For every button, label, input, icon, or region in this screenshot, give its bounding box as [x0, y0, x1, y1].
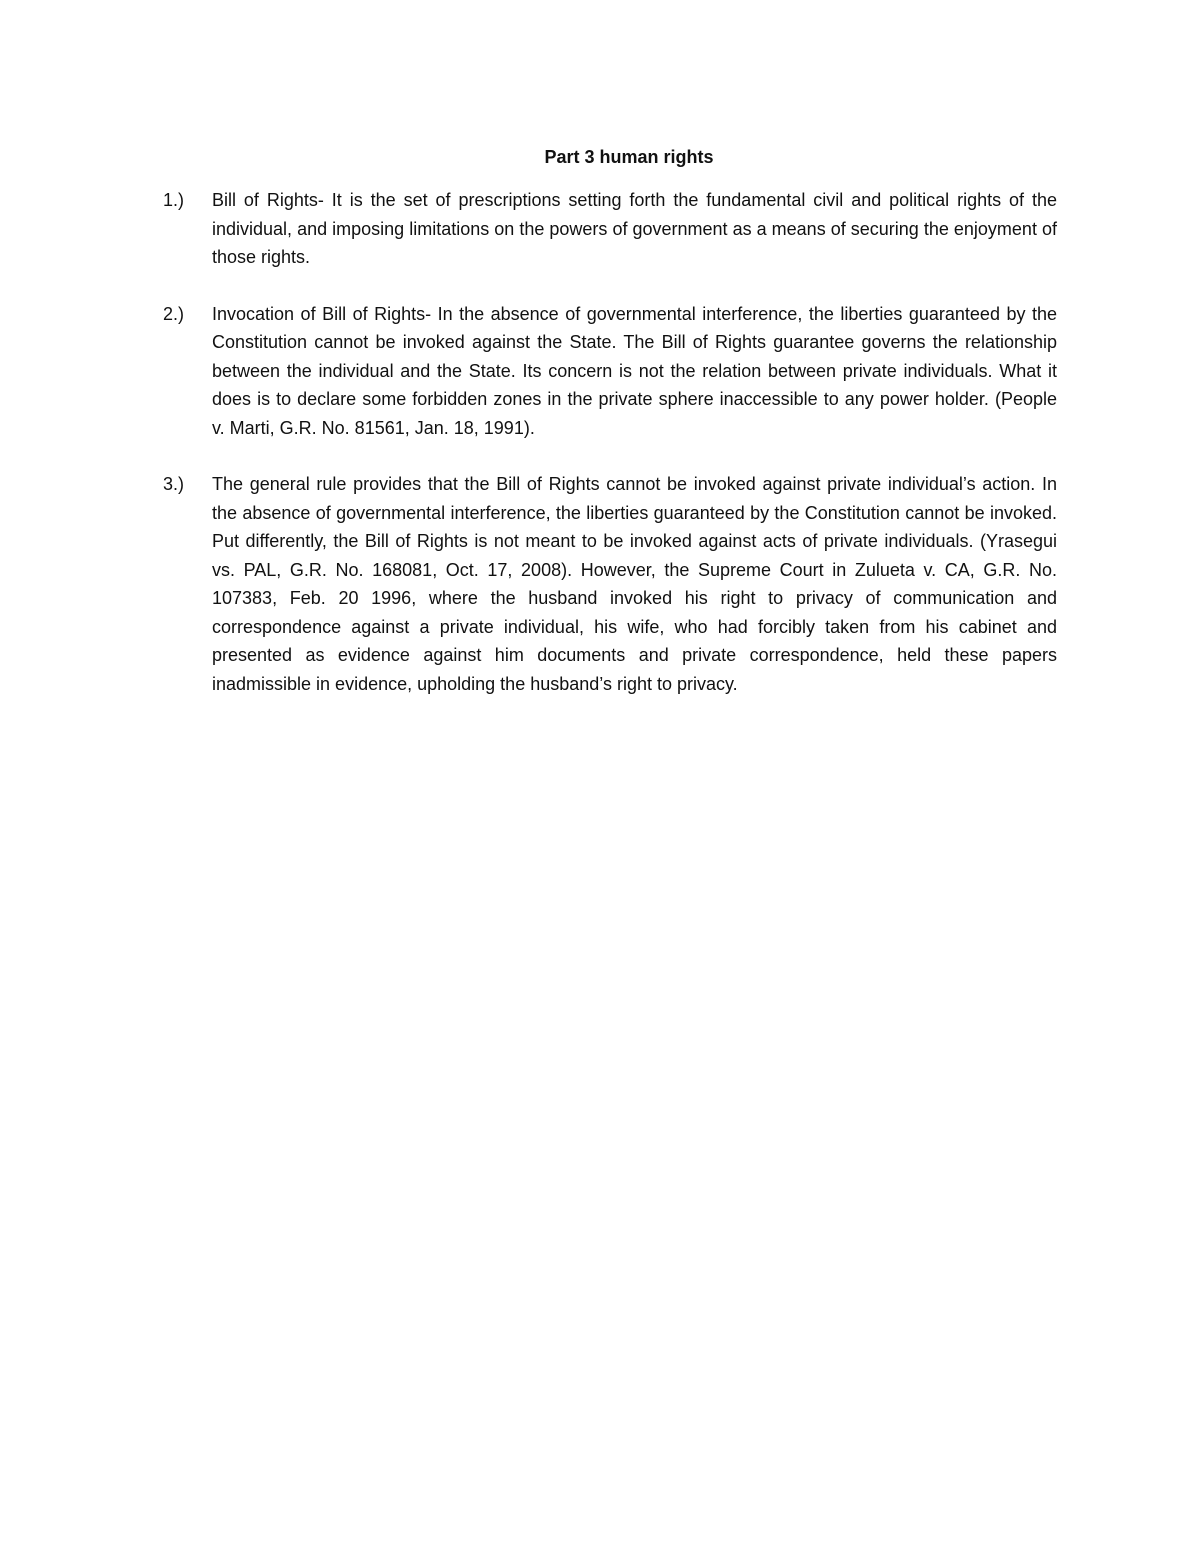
list-item: [163, 300, 1057, 443]
list-item: [163, 186, 1057, 272]
list-item: [163, 470, 1057, 698]
numbered-list: [163, 186, 1057, 726]
list-item-number: 1.): [163, 190, 185, 210]
list-item-number: 2.): [163, 303, 185, 324]
list-item-text: The general rule provides that the Bill of Rights cannot be invoked against private individual’s action. In the absence of governmental interference, the liberties guaranteed by the Constitution cannot be invoked. Put differently, the Bill of Rights is not meant to be invoked against acts of private individuals. (Yrasegui vs. PAL, G.R. No. 168081, Oct. 17, 2008). However, the Supreme Court in Zulueta v. CA, G.R. No. 107383, Feb. 20 1996, where the husband invoked his right to privacy of communication and correspondence against a private individual, his wife, who had forcibly taken from his cabinet and presented as evidence against him documents and private correspondence, held these papers inadmissible in evidence, upholding the husband’s right to privacy.: [212, 474, 1057, 694]
list-item-text: Bill of Rights- It is the set of prescriptions setting forth the fundamental civil and political rights of the individual, and imposing limitations on the powers of government as a means of securing the enjoyment of those rights.: [212, 190, 1057, 267]
list-item-number: 3.): [163, 474, 185, 494]
document-title: Part 3 human rights: [544, 147, 714, 167]
list-item-text: Invocation of Bill of Rights- In the absence of governmental interference, the liberties guaranteed by the Constitution cannot be invoked against the State. The Bill of Rights guarantee governs the relationship between the individual and the State. Its concern is not the relation between private individuals. What it does is to declare some forbidden zones in the private sphere inaccessible to any power holder. (People v. Marti, G.R. No. 81561, Jan. 18, 1991).: [212, 303, 1057, 438]
